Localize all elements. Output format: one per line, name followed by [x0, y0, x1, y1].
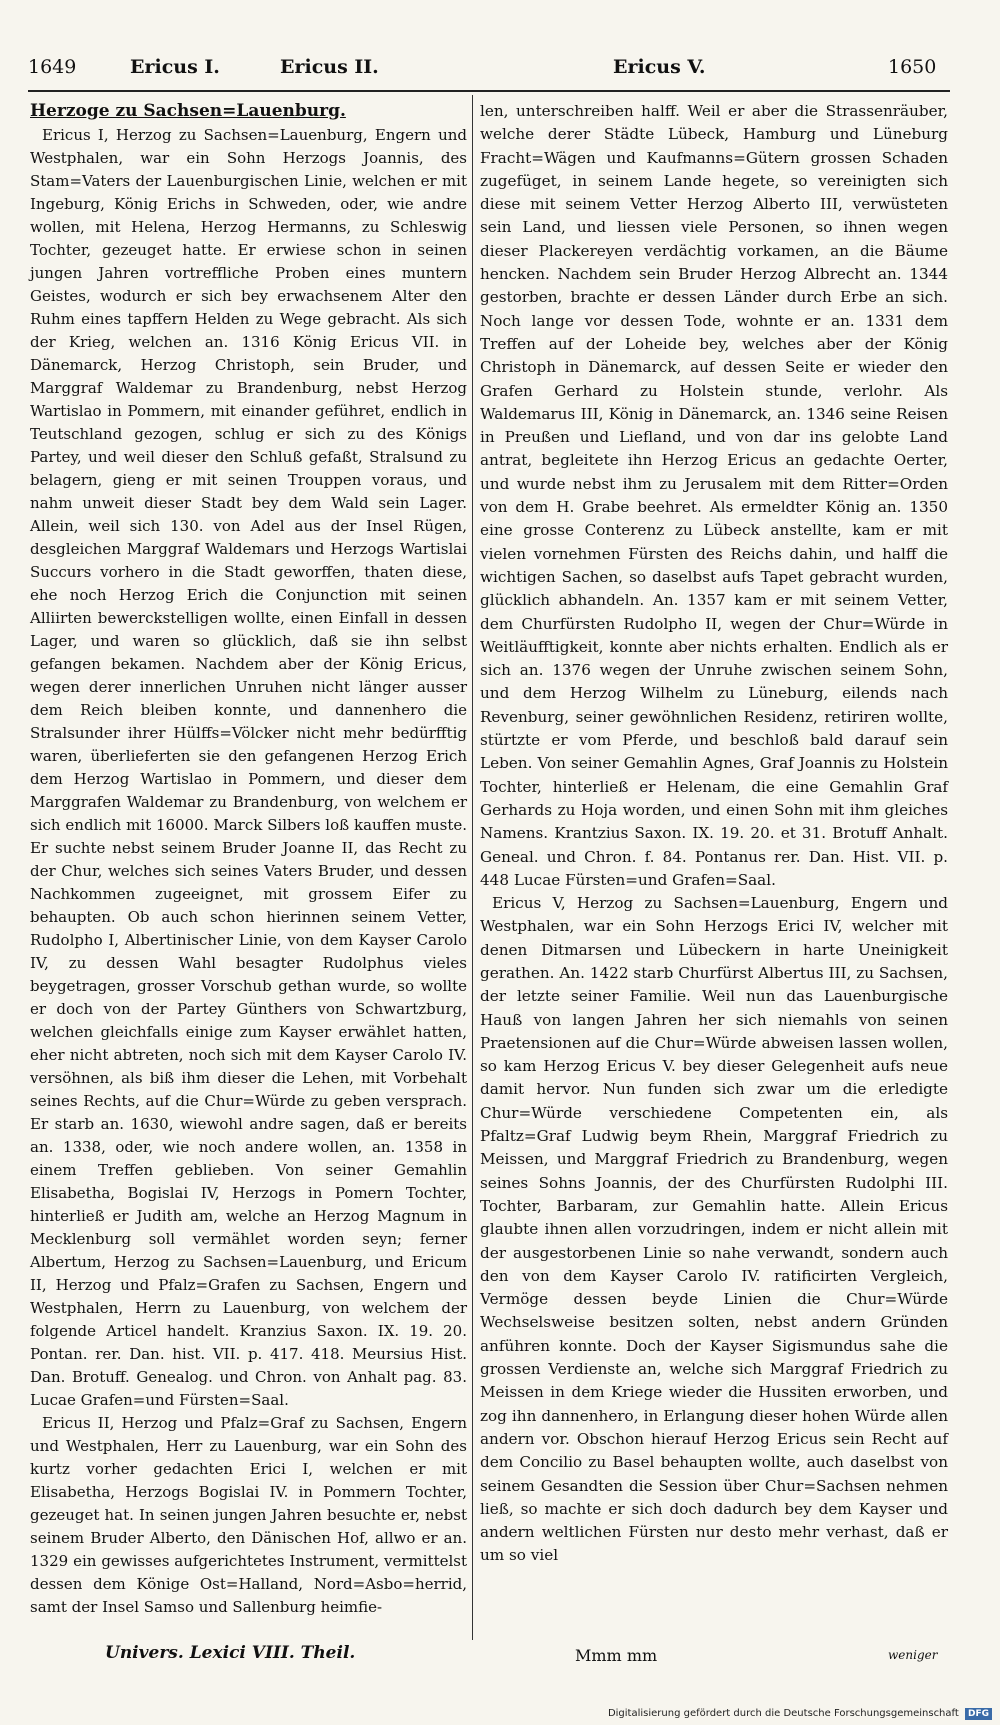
column-divider — [472, 95, 473, 1640]
signature-mark: Mmm mm — [575, 1646, 658, 1665]
entry-ericus-1: Ericus I, Herzog zu Sachsen=Lauenburg, Engern und Westphalen, war ein Sohn Herzogs Joannis, des Stam=Vaters der Lauenburgischen Linie, welchen er mit Ingeburg, König Erichs in Schweden, oder, wie andre wollen, mit Helena, Herzog Hermanns, zu Schleswig Tochter, gezeuget hatte. Er erwiese schon in seinen jungen Jahren vortreffliche Proben eines muntern Geistes, wodurch er sich bey erwachsenem Alter den Ruhm eines tapffern Helden zu Wege gebracht. Als sich der Krieg, welchen an. 1316 König Ericus VII. in Dänemarck, Herzog Christoph, sein Bruder, und Marggraf Waldemar zu Brandenburg, nebst Herzog Wartislao in Pommern, mit einander geführet, endlich in Teutschland gezogen, schlug er sich zu des Königs Partey, und weil dieser den Schluß gefaßt, Stralsund zu belagern, gieng er mit seinen Trouppen voraus, und nahm unweit dieser Stadt bey dem Wald sein Lager. Allein, weil sich 130. von Adel aus der Insel Rügen, desgleichen Marggraf Waldemars und Herzogs Wartislai Succurs vorhero in die Stadt geworffen, thaten diese, ehe noch Herzog Erich die Conjunction mit seinen Alliirten bewerckstelligen wollte, einen Einfall in dessen Lager, und waren so glücklich, daß sie ihn selbst gefangen bekamen. Nachdem aber der König Ericus, wegen derer innerlichen Unruhen nicht länger ausser dem Reich bleiben konnte, und dannenhero die Stralsunder ihrer Hülffs=Völcker nicht mehr bedürfftig waren, überlieferten sie den gefangenen Herzog Erich dem Herzog Wartislao in Pommern, und dieser dem Marggrafen Waldemar zu Brandenburg, von welchem er sich endlich mit 16000. Marck Silbers loß kauffen muste. Er suchte nebst seinem Bruder Joanne II, das Recht zu der Chur, welches sich seines Vaters Bruder, und dessen Nachkommen zugeeignet, mit grossem Eifer zu behaupten. Ob auch schon hierinnen seinem Vetter, Rudolpho I, Albertinischer Linie, von dem Kayser Carolo IV, zu dessen Wahl besagter Rudolphus vieles beygetragen, grosser Vorschub gethan wurde, so wollte er doch von der Partey Günthers von Schwartzburg, welchen gleichfalls einige zum Kayser erwählet hatten, eher nicht abtreten, noch sich mit dem Kayser Carolo IV. versöhnen, als biß ihm dieser die Lehen, mit Vorbehalt seines Rechts, auf die Chur=Würde zu geben versprach. Er starb an. 1630, wiewohl andre sagen, daß er bereits an. 1338, oder, wie noch andere wollen, an. 1358 in einem Treffen geblieben. Von seiner Gemahlin Elisabetha, Bogislai IV, Herzogs in Pomern Tochter, hinterließ er Judith am, welche an Herzog Magnum in Mecklenburg soll vermählet worden seyn; ferner Albertum, Herzog zu Sachsen=Lauenburg, und Ericum II, Herzog und Pfalz=Grafen zu Sachsen, Engern und Westphalen, Herrn zu Lauenburg, von welchem der folgende Articel handelt. Kranzius Saxon. IX. 19. 20. Pontan. rer. Dan. hist. VII. p. 417. 418. Meursius Hist. Dan. Brotuff. Genealog. und Chron. von Anhalt pag. 83. Lucae Grafen=und Fürsten=Saal. — [30, 126, 467, 1409]
running-header — [28, 56, 946, 86]
dfg-logo: DFG — [965, 1708, 992, 1720]
entry-ericus-5: Ericus V, Herzog zu Sachsen=Lauenburg, Engern und Westphalen, war ein Sohn Herzogs Erici IV, welcher mit denen Ditmarsen und Lübeckern in harte Uneinigkeit gerathen. An. 1422 starb Churfürst Albertus III, zu Sachsen, der letzte seiner Familie. Weil nun das Lauenburgische Hauß von langen Jahren her sich niemahls von seinen Praetensionen auf die Chur=Würde abweisen lassen wollen, so kam Herzog Ericus V. bey dieser Gelegenheit aufs neue damit hervor. Nun funden sich zwar um die erledigte Chur=Würde verschiedene Competenten ein, als Pfaltz=Graf Ludwig beym Rhein, Marggraf Friedrich zu Meissen, und Marggraf Friedrich zu Brandenburg, wegen seines Sohns Joannis, der des Churfürsten Rudolphi III. Tochter, Barbaram, zur Gemahlin hatte. Allein Ericus glaubte ihnen allen vorzudringen, indem er nicht allein mit der ausgestorbenen Linie so nahe verwandt, sondern auch den von dem Kayser Carolo IV. ratificirten Vergleich, Vermöge dessen beyde Linien die Chur=Würde Wechselsweise besitzen solten, nebst andern Gründen anführen konnte. Doch der Kayser Sigismundus sahe die grossen Verdienste an, welche sich Marggraf Friedrich zu Meissen in dem Kriege wieder die Hussiten erworben, und zog ihn dannenhero, in Erlangung dieser hohen Würde allen andern vor. Obschon hierauf Herzog Ericus sein Recht auf dem Concilio zu Basel behaupten wollte, auch daselbst von seinem Gesandten die Session über Chur=Sachsen nehmen ließ, so machte er sich doch dadurch bey dem Kayser und andern weltlichen Fürsten nur desto mehr verhast, daß er um so viel — [480, 894, 948, 1565]
catchword: weniger — [888, 1648, 938, 1662]
page-number-right: 1650 — [888, 56, 937, 78]
page-number-left: 1649 — [28, 56, 77, 78]
volume-footer: Univers. Lexici VIII. Theil. — [105, 1643, 356, 1663]
digitization-credit-text: Digitalisierung gefördert durch die Deutsche Forschungsgemeinschaft — [607, 1708, 959, 1719]
digitization-credit — [608, 1708, 992, 1720]
header-rule — [28, 90, 950, 92]
entry-ericus-2-continued: len, unterschreiben halff. Weil er aber die Strassenräuber, welche derer Städte Lübeck, Hamburg und Lüneburg Fracht=Wägen und Kaufmanns=Gütern grossen Schaden zugefüget, in seinem Lande hegete, so vereinigten sich diese mit seinem Vetter Herzog Alberto III, verwüsteten sein Land, und liessen viele Personen, so ihnen wegen dieser Plackereyen verdächtig vorkamen, an die Bäume hencken. Nachdem sein Bruder Herzog Albrecht an. 1344 gestorben, brachte er dessen Länder durch Erbe an sich. Noch lange vor dessen Tode, wohnte er an. 1331 dem Treffen auf der Loheide bey, welches aber der König Christoph in Dänemarck, auf dessen Seite er wieder den Grafen Gerhard zu Holstein stunde, verlohr. Als Waldemarus III, König in Dänemarck, an. 1346 seine Reisen in Preußen und Liefland, und von dar ins gelobte Land antrat, begleitete ihn Herzog Ericus an gedachte Oerter, und wurde nebst ihm zu Jerusalem mit dem Ritter=Orden von dem H. Grabe beehret. Als ermeldter König an. 1350 eine grosse Conterenz zu Lübeck anstellte, kam er mit vielen vornehmen Fürsten des Reichs dahin, und halff die wichtigen Sachen, so daselbst aufs Tapet gebracht wurden, glücklich abhandeln. An. 1357 kam er mit seinem Vetter, dem Churfürsten Rudolpho II, wegen der Chur=Würde in Weitläufftigkeit, konnte aber nichts erhalten. Endlich als er sich an. 1376 wegen der Unruhe zwischen seinem Sohn, und dem Herzog Wilhelm zu Lüneburg, eilends nach Revenburg, seiner gewöhnlichen Residenz, retiriren wollte, stürtzte er vom Pferde, und beschloß bald darauf sein Leben. Von seiner Gemahlin Agnes, Graf Joannis zu Holstein Tochter, hinterließ er Helenam, die eine Gemahlin Graf Gerhards zu Hoja worden, und einen Sohn mit ihm gleiches Namens. Krantzius Saxon. IX. 19. 20. et 31. Brotuff Anhalt. Geneal. und Chron. f. 84. Pontanus rer. Dan. Hist. VII. p. 448 Lucae Fürsten=und Grafen=Saal. — [480, 102, 948, 889]
right-column — [480, 100, 948, 1568]
header-title-ericus-2: Ericus II. — [280, 56, 379, 78]
header-title-ericus-5: Ericus V. — [613, 56, 706, 78]
section-heading: Herzoge zu Sachsen=Lauenburg. — [30, 101, 346, 121]
header-title-ericus-1: Ericus I. — [130, 56, 220, 78]
left-column — [30, 100, 467, 1619]
entry-ericus-2: Ericus II, Herzog und Pfalz=Graf zu Sachsen, Engern und Westphalen, Herr zu Lauenburg, war ein Sohn des kurtz vorher gedachten Erici I, welchen er mit Elisabetha, Herzogs Bogislai IV. in Pommern Tochter, gezeuget hat. In seinen jungen Jahren besuchte er, nebst seinem Bruder Alberto, den Dänischen Hof, allwo er an. 1329 ein gewisses aufgerichtetes Instrument, vermittelst dessen dem Könige Ost=Halland, Nord=Asbo=herrid, samt der Insel Samso und Sallenburg heimfie- — [30, 1414, 467, 1616]
